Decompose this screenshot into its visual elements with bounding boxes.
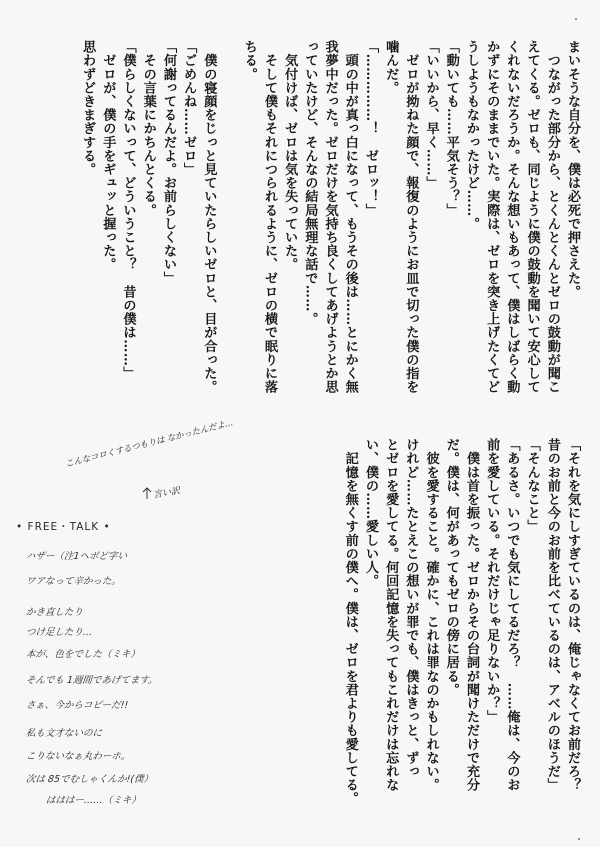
free-talk-line: はははー……（ミキ） bbox=[45, 795, 142, 806]
free-talk-line: さぁ、今からコピーだ!! bbox=[25, 700, 129, 711]
text-column: うしようもなかったけど……。 bbox=[463, 40, 479, 231]
free-talk-line: 本が、色をでした（ミキ） bbox=[25, 649, 141, 660]
free-talk-line: ワアなって辛かった。 bbox=[25, 576, 122, 587]
text-column: つながった部分から、とくんとくんとゼロの鼓動が聞こ bbox=[544, 40, 560, 394]
bottom-text-block bbox=[340, 438, 582, 806]
text-column: 「……………！ ゼロッ！」 bbox=[362, 40, 378, 217]
free-talk-line: ハザー（注1ヘボど字い bbox=[25, 551, 128, 562]
text-column: 噛んだ。 bbox=[383, 40, 399, 95]
text-column: 前を愛している。それだけじゃ足りないか？」 bbox=[484, 438, 500, 724]
text-column: い、僕の……愛しい人。 bbox=[362, 438, 378, 588]
text-column: 記憶を無くす前の僕へ。僕は、ゼロを君よりも愛してる。 bbox=[342, 438, 358, 806]
free-talk-line: かき直したり bbox=[25, 607, 84, 618]
text-column: まいそうな自分を、僕は必死で押さえた。 bbox=[565, 40, 580, 299]
free-talk-line: 私も文才ないのに bbox=[25, 728, 103, 739]
text-column: そして僕もそれにつられるように、ゼロの横で眠りに落 bbox=[261, 40, 277, 394]
text-column: 「あるさ。いつでも気にしてるだろ？ ……俺は、今のお bbox=[504, 438, 520, 792]
text-column: とゼロを愛してる。何回記憶を失ってもこれだけは忘れな bbox=[383, 438, 399, 792]
free-talk-line: そんでも 1週間であげてます。 bbox=[25, 675, 159, 686]
text-column: だ。僕は、何があってもゼロの傍に居る。 bbox=[443, 438, 459, 697]
free-talk-title: • FREE・TALK • bbox=[16, 521, 111, 533]
text-column: 我夢中だった。ゼロだけを気持ち良くしてあげようとか思 bbox=[322, 40, 338, 394]
text-column: 「僕らしくないって、どういうこと？ 昔の僕は……」 bbox=[120, 40, 136, 380]
free-talk-line: こりないなぁ丸わーホ。 bbox=[25, 751, 131, 762]
text-column: 思わずどきまぎする。 bbox=[80, 40, 96, 176]
free-talk-line: 次は 85でむしゃくんか!(僕） bbox=[25, 774, 154, 785]
text-column: 昔のお前と今のお前を比べているのは、アベルのほうだ」 bbox=[544, 438, 560, 792]
text-column: 僕は首を振った。ゼロからその台詞が聞けただけで充分 bbox=[463, 438, 479, 792]
page-speck bbox=[578, 838, 580, 840]
text-column: えてくる。ゼロも、同じように僕の鼓動を聞いて安心して bbox=[524, 40, 540, 394]
free-talk-line: つけ足したり… bbox=[25, 627, 93, 638]
page-speck bbox=[575, 18, 577, 20]
text-column: その言葉にかちんとくる。 bbox=[140, 40, 156, 217]
text-column: 頭の中が真っ白になって、もうその後は……とにかく無 bbox=[342, 40, 358, 394]
text-column: けれど……たとえこの想いが罪でも、僕はきっと、ずっ bbox=[403, 438, 419, 778]
text-column: 「動いても……平気そう？」 bbox=[443, 40, 459, 217]
text-column: くれないだろうか。そんな想いもあって、僕はしばらく動 bbox=[504, 40, 520, 394]
text-column: っていたけど、そんなの結局無理な話で……。 bbox=[302, 40, 318, 326]
text-column: ゼロが、僕の手をギュッと握った。 bbox=[100, 40, 116, 272]
text-column bbox=[218, 40, 238, 380]
text-column: 僕の寝顔をじっと見ていたらしいゼロと、目が合った。 bbox=[201, 40, 217, 394]
text-column: ゼロが拗ねた顔で、報復のようにお皿で切った僕の指を bbox=[403, 40, 419, 394]
text-column: かずにそのままでいた。実際は、ゼロを突き上げたくてど bbox=[484, 40, 500, 394]
text-column: 彼を愛すること。確かに、これは罪なのかもしれない。 bbox=[423, 438, 439, 792]
text-column: 「そんなこと」 bbox=[524, 438, 540, 534]
arrow-note: 言い訳 bbox=[152, 486, 181, 501]
top-text-block bbox=[77, 40, 582, 394]
text-column: 「ごめんね……ゼロ」 bbox=[181, 40, 197, 176]
text-column: 気付けば、ゼロは気を失っていた。 bbox=[282, 40, 298, 272]
text-column: ちる。 bbox=[241, 40, 257, 81]
text-column: 「それを気にしすぎているのは、俺じゃなくてお前だろ？ bbox=[565, 438, 580, 792]
text-column: 「何謝ってるんだよ。お前らしくない」 bbox=[160, 40, 176, 285]
margin-note: こんなコロくするつもりは なかったんだよ… bbox=[64, 418, 235, 470]
text-column: 「いいから、早く……」 bbox=[423, 40, 439, 190]
